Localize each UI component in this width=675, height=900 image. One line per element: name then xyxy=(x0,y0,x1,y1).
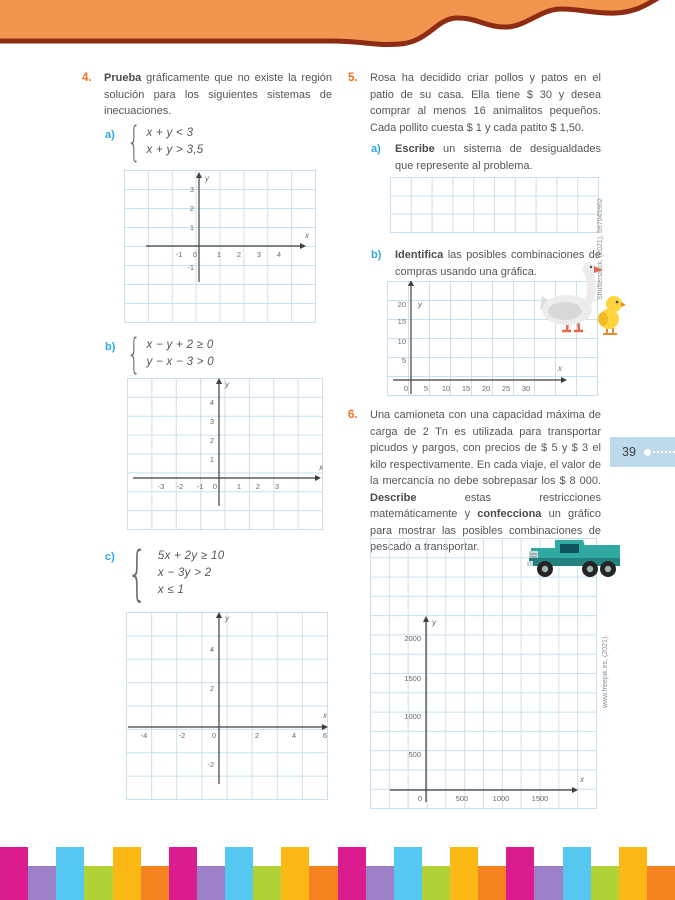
coordinate-grid-4b xyxy=(127,378,323,530)
part-5b-label: b) xyxy=(371,249,382,261)
exercise-4-text xyxy=(104,70,332,120)
svg-text:-4: -4 xyxy=(140,731,148,740)
footer-block xyxy=(28,866,56,900)
svg-text:3: 3 xyxy=(209,417,214,426)
svg-text:15: 15 xyxy=(461,384,471,393)
exercise-5-number: 5. xyxy=(348,72,358,84)
credit-shutterstock: Shutterstock, (2021), 597045962 xyxy=(597,198,604,300)
exercise-6-t1: Una camioneta con una capacidad máxima de carga de 2 Tn es utilizada para transportar picudos y pargos, con precios de $ 5 y $ 3 el kilo respectivamente. En cada viaje, el valor de la mercancía no debe sobrepasar los $ 8 000. xyxy=(370,409,601,487)
svg-text:500: 500 xyxy=(455,794,469,803)
footer-block xyxy=(113,847,141,900)
svg-text:4: 4 xyxy=(209,645,214,654)
brace-icon: { xyxy=(127,118,141,166)
exercise-4-rest: gráficamente que no existe la región solución para los siguientes sistemas de inecuaciones. xyxy=(104,72,332,117)
footer-block xyxy=(309,866,337,900)
svg-text:-1: -1 xyxy=(196,482,204,491)
svg-text:1: 1 xyxy=(236,482,242,491)
footer-block xyxy=(366,866,394,900)
answer-grid-5a xyxy=(390,177,599,233)
inequality: x − 3y > 2 xyxy=(157,566,212,579)
svg-text:4: 4 xyxy=(209,398,214,407)
coordinate-grid-4c xyxy=(126,612,328,800)
truck-image xyxy=(527,537,622,579)
inequality: y − x − 3 > 0 xyxy=(146,356,214,368)
svg-text:2: 2 xyxy=(209,684,214,693)
svg-text:0: 0 xyxy=(192,250,198,259)
svg-text:x: x xyxy=(323,711,327,720)
footer-block xyxy=(591,866,619,900)
svg-text:500: 500 xyxy=(408,750,421,759)
footer-block xyxy=(253,866,281,900)
svg-text:y: y xyxy=(225,380,229,389)
page-number: 39 xyxy=(622,445,636,459)
svg-text:10: 10 xyxy=(441,384,451,393)
footer-block xyxy=(281,847,309,900)
part-5a-text xyxy=(395,141,601,174)
badge-dot xyxy=(644,449,651,456)
footer-block xyxy=(506,847,534,900)
svg-text:2: 2 xyxy=(255,482,261,491)
svg-text:y: y xyxy=(418,300,422,309)
exercise-6-t2: estas restricciones matemáticamente y xyxy=(370,491,601,520)
svg-text:-2: -2 xyxy=(207,760,214,769)
svg-text:y: y xyxy=(205,174,209,183)
exercise-4-number: 4. xyxy=(82,72,92,84)
footer-block xyxy=(478,866,506,900)
part-4c-label: c) xyxy=(105,551,115,563)
footer-block xyxy=(84,866,112,900)
svg-text:-1: -1 xyxy=(187,263,194,272)
svg-text:-1: -1 xyxy=(175,250,183,259)
svg-text:3: 3 xyxy=(256,250,262,259)
footer-block xyxy=(197,866,225,900)
inequality: x − y + 2 ≥ 0 xyxy=(146,339,214,351)
system-4b-lines xyxy=(146,337,214,371)
svg-text:10: 10 xyxy=(397,337,406,346)
svg-text:1000: 1000 xyxy=(492,794,510,803)
svg-text:6: 6 xyxy=(322,731,328,740)
part-4a-label: a) xyxy=(105,129,115,141)
svg-text:x: x xyxy=(319,463,323,472)
svg-text:2: 2 xyxy=(209,436,214,445)
exercise-5-text: Rosa ha decidido criar pollos y patos en el patio de su casa. Ella tiene $ 30 y desea comprar al menos 16 animalitos pequeños. Cada pollito cuesta $ 1 y cada patito $ 1,50. xyxy=(370,72,601,134)
part-5b-rest: las posibles combinaciones de compras usando una gráfica. xyxy=(395,249,601,278)
exercise-6-number: 6. xyxy=(348,409,358,421)
footer-block xyxy=(225,847,253,900)
footer-block xyxy=(647,866,675,900)
top-banner-wave xyxy=(0,0,675,52)
svg-text:1: 1 xyxy=(216,250,222,259)
credit-freepik: www.freepik.es, (2021). xyxy=(602,634,609,708)
svg-text:5: 5 xyxy=(423,384,429,393)
svg-text:1000: 1000 xyxy=(404,712,421,721)
svg-text:3: 3 xyxy=(189,185,194,194)
part-5b-lead: Identifica xyxy=(395,249,444,261)
svg-text:15: 15 xyxy=(397,317,406,326)
svg-text:y: y xyxy=(432,618,436,627)
svg-text:1: 1 xyxy=(209,455,214,464)
system-4a xyxy=(127,118,204,166)
svg-text:2: 2 xyxy=(254,731,260,740)
footer-block xyxy=(619,847,647,900)
svg-text:3: 3 xyxy=(274,482,280,491)
svg-text:x: x xyxy=(580,775,584,784)
footer-block xyxy=(450,847,478,900)
svg-text:-3: -3 xyxy=(157,482,165,491)
footer-block xyxy=(422,866,450,900)
part-4b-label: b) xyxy=(105,341,116,353)
svg-text:4: 4 xyxy=(291,731,297,740)
svg-text:25: 25 xyxy=(501,384,511,393)
exercise-6-bold-confecciona: confecciona xyxy=(477,508,542,520)
svg-text:x: x xyxy=(305,231,309,240)
svg-text:0: 0 xyxy=(417,794,423,803)
footer-block xyxy=(563,847,591,900)
footer-block xyxy=(394,847,422,900)
coordinate-grid-4a xyxy=(124,170,316,323)
svg-text:1500: 1500 xyxy=(404,674,421,683)
part-5a-lead: Escribe xyxy=(395,143,435,155)
svg-text:30: 30 xyxy=(521,384,531,393)
footer-block xyxy=(141,866,169,900)
system-4c-lines xyxy=(158,548,225,599)
footer-block xyxy=(338,847,366,900)
exercise-4-lead: Prueba xyxy=(104,72,142,84)
system-4b xyxy=(127,330,214,378)
svg-text:x: x xyxy=(558,364,562,373)
footer-block xyxy=(0,847,28,900)
svg-text:-2: -2 xyxy=(178,731,186,740)
page-number-badge xyxy=(610,437,675,467)
exercise-6-t3: un gráfico para mostrar las posibles combinaciones de pescado a transportar. xyxy=(370,508,601,553)
footer-block xyxy=(534,866,562,900)
goose-image xyxy=(538,258,604,338)
brace-icon: { xyxy=(127,538,148,608)
part-5a-rest: un sistema de desigualdades que represente al problema. xyxy=(395,143,601,172)
inequality: x ≤ 1 xyxy=(157,583,185,596)
svg-text:2000: 2000 xyxy=(404,634,421,643)
inequality: 5x + 2y ≥ 10 xyxy=(157,549,225,562)
svg-text:4: 4 xyxy=(276,250,282,259)
svg-text:1: 1 xyxy=(189,223,194,232)
svg-text:y: y xyxy=(225,614,229,623)
svg-text:2: 2 xyxy=(236,250,242,259)
system-4a-lines xyxy=(146,125,203,159)
footer-block xyxy=(56,847,84,900)
system-4c xyxy=(127,538,225,608)
exercise-6-bold-describe: Describe xyxy=(370,491,417,504)
exercise-6-text xyxy=(370,407,601,556)
svg-text:20: 20 xyxy=(481,384,491,393)
part-5a-label: a) xyxy=(371,143,381,155)
footer-blocks xyxy=(0,847,675,900)
badge-dotted-line xyxy=(653,451,675,453)
svg-text:0: 0 xyxy=(212,482,218,491)
svg-text:-2: -2 xyxy=(176,482,184,491)
inequality: x + y < 3 xyxy=(146,127,194,139)
svg-text:0: 0 xyxy=(403,384,409,393)
svg-text:2: 2 xyxy=(189,204,194,213)
svg-text:20: 20 xyxy=(397,300,406,309)
svg-text:1500: 1500 xyxy=(531,794,549,803)
brace-icon: { xyxy=(127,330,141,378)
svg-text:5: 5 xyxy=(401,356,406,365)
svg-text:0: 0 xyxy=(211,731,217,740)
footer-block xyxy=(169,847,197,900)
inequality: x + y > 3,5 xyxy=(146,144,204,156)
